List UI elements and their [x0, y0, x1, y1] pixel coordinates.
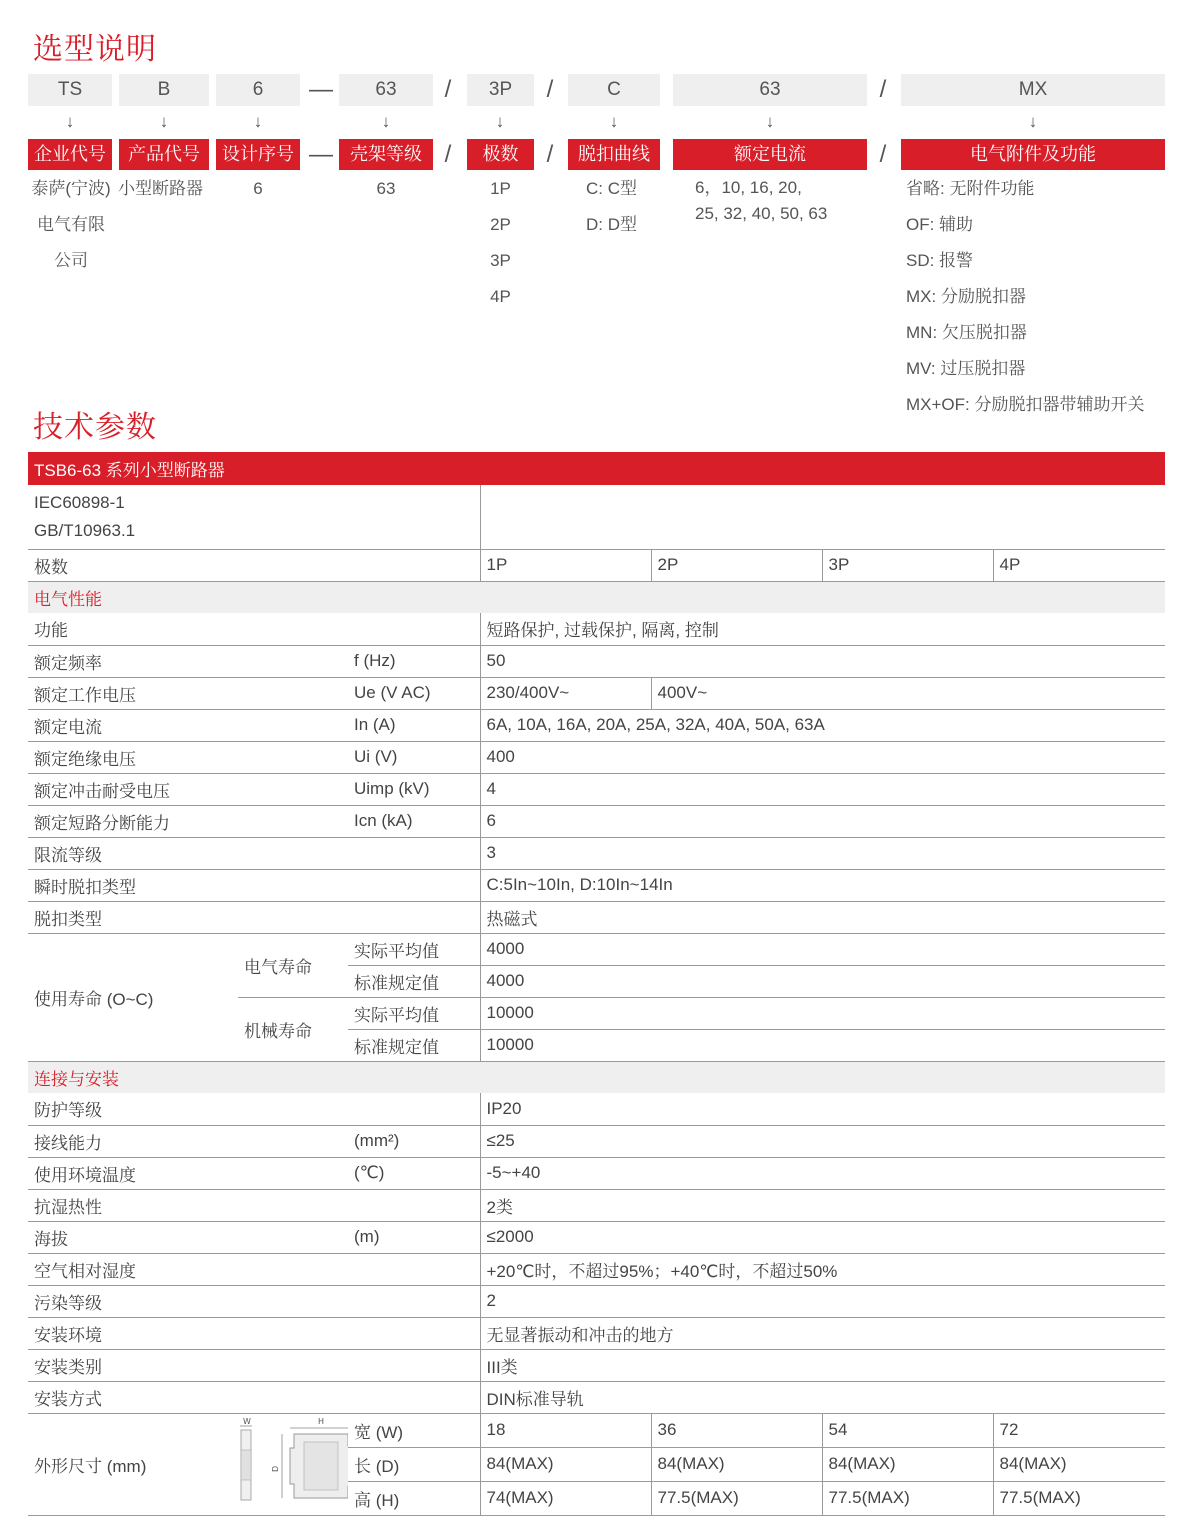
height-cell: 74(MAX) — [480, 1481, 651, 1515]
label-poles: 极数 — [467, 139, 534, 170]
curve-option: C: C型 — [586, 179, 637, 198]
row-label: 接线能力 — [28, 1125, 348, 1157]
row-value: C:5In~10In, D:10In~14In — [480, 869, 1165, 901]
arrow-down-icon: ↓ — [765, 112, 775, 131]
dimension-figure — [238, 1413, 348, 1515]
width-label: 宽 (W) — [348, 1413, 480, 1447]
design-description: 6 — [253, 179, 263, 198]
row-label: 额定短路分断能力 — [28, 805, 348, 837]
label-company-code: 企业代号 — [28, 139, 112, 170]
row-value: ≤2000 — [480, 1221, 1165, 1253]
arrow-down-icon: ↓ — [159, 112, 169, 131]
row-unit: In (A) — [348, 709, 480, 741]
company-description — [28, 171, 114, 279]
length-cell: 84(MAX) — [822, 1447, 993, 1481]
curve-list — [586, 171, 637, 243]
row-value: 10000 — [480, 997, 1165, 1029]
table-row — [28, 869, 1165, 901]
table-row — [28, 805, 1165, 837]
table-row — [28, 613, 1165, 645]
row-unit — [348, 1093, 480, 1125]
label-design-number: 设计序号 — [216, 139, 300, 170]
code-box-curve: C — [568, 74, 660, 106]
life-standard: 标准规定值 — [348, 1029, 480, 1061]
row-value: 400V~ — [651, 677, 1165, 709]
label-product-code: 产品代号 — [119, 139, 209, 170]
company-line: 公司 — [54, 251, 88, 270]
row-value: IP20 — [480, 1093, 1165, 1125]
poles-row — [28, 549, 1165, 581]
height-cell: 77.5(MAX) — [822, 1481, 993, 1515]
accessory-option: MN: 欠压脱扣器 — [906, 323, 1027, 342]
row-unit: Uimp (kV) — [348, 773, 480, 805]
curve-option: D: D型 — [586, 215, 637, 234]
arrow-down-icon: ↓ — [65, 112, 75, 131]
table-row — [28, 933, 1165, 965]
life-actual: 实际平均值 — [348, 933, 480, 965]
slash-separator: / — [879, 141, 887, 168]
row-value: III类 — [480, 1349, 1165, 1381]
row-unit: Ue (V AC) — [348, 677, 480, 709]
row-unit — [348, 1349, 480, 1381]
table-row — [28, 773, 1165, 805]
pole-option: 1P — [490, 179, 511, 198]
table-row — [28, 1317, 1165, 1349]
table-row — [28, 741, 1165, 773]
length-cell: 84(MAX) — [651, 1447, 822, 1481]
row-unit — [348, 613, 480, 645]
standards-cell — [28, 485, 480, 549]
width-cell: 18 — [480, 1413, 651, 1447]
tech-title: 技术参数 — [33, 410, 157, 445]
length-label: 长 (D) — [348, 1447, 480, 1481]
row-value: ≤25 — [480, 1125, 1165, 1157]
row-value: 6A, 10A, 16A, 20A, 25A, 32A, 40A, 50A, 63A — [480, 709, 1165, 741]
life-actual: 实际平均值 — [348, 997, 480, 1029]
table-row — [28, 1189, 1165, 1221]
current-line: 25, 32, 40, 50, 63 — [695, 204, 828, 223]
dimension-label: 外形尺寸 (mm) — [28, 1413, 238, 1515]
slash-separator: / — [546, 76, 554, 103]
pole-option: 4P — [490, 287, 511, 306]
arrow-down-icon: ↓ — [495, 112, 505, 131]
dash-separator: — — [309, 141, 333, 168]
length-cell: 84(MAX) — [993, 1447, 1165, 1481]
current-line: 6，10, 16, 20, — [695, 178, 802, 197]
row-unit: (mm²) — [348, 1125, 480, 1157]
tech-table — [28, 452, 1165, 1516]
slash-separator: / — [879, 76, 887, 103]
table-row — [28, 1157, 1165, 1189]
table-row — [28, 1413, 1165, 1447]
arrow-down-icon: ↓ — [381, 112, 391, 131]
breaker-outline-icon — [238, 1414, 348, 1510]
dash-separator: — — [309, 76, 333, 103]
row-label: 安装环境 — [28, 1317, 348, 1349]
accessory-option: OF: 辅助 — [906, 215, 974, 234]
standard-item: GB/T10963.1 — [34, 520, 136, 540]
row-label: 极数 — [28, 549, 480, 581]
arrow-down-icon: ↓ — [253, 112, 263, 131]
fig-w-label: W — [243, 1416, 251, 1426]
selection-title: 选型说明 — [33, 32, 157, 67]
table-row — [28, 837, 1165, 869]
row-label: 海拔 — [28, 1221, 348, 1253]
row-value: 3 — [480, 837, 1165, 869]
height-cell: 77.5(MAX) — [651, 1481, 822, 1515]
row-label: 污染等级 — [28, 1285, 348, 1317]
row-value: 6 — [480, 805, 1165, 837]
row-value: 短路保护, 过载保护, 隔离, 控制 — [480, 613, 1165, 645]
length-cell: 84(MAX) — [480, 1447, 651, 1481]
accessory-option: MX+OF: 分励脱扣器带辅助开关 — [906, 395, 1145, 414]
label-trip-curve: 脱扣曲线 — [568, 139, 660, 170]
row-label: 功能 — [28, 613, 348, 645]
poles-list — [467, 171, 534, 315]
table-title-row — [28, 452, 1165, 485]
row-unit — [348, 869, 480, 901]
standard-item: IEC60898-1 — [34, 492, 125, 512]
row-unit: f (Hz) — [348, 645, 480, 677]
life-mechanical: 机械寿命 — [238, 997, 348, 1061]
table-row — [28, 1221, 1165, 1253]
accessory-option: 省略: 无附件功能 — [906, 179, 1035, 198]
width-cell: 72 — [993, 1413, 1165, 1447]
row-label: 抗湿热性 — [28, 1189, 348, 1221]
row-label: 瞬时脱扣类型 — [28, 869, 348, 901]
label-rated-current: 额定电流 — [673, 139, 867, 170]
fig-d-label: D — [271, 1465, 280, 1472]
table-row — [28, 709, 1165, 741]
pole-cell: 1P — [480, 549, 651, 581]
code-box-design: 6 — [216, 74, 300, 106]
table-row — [28, 1285, 1165, 1317]
row-label: 额定频率 — [28, 645, 348, 677]
row-unit: Ui (V) — [348, 741, 480, 773]
row-value: 2类 — [480, 1189, 1165, 1221]
row-label: 安装方式 — [28, 1381, 348, 1413]
row-value: 无显著振动和冲击的地方 — [480, 1317, 1165, 1349]
code-box-product: B — [119, 74, 209, 106]
code-box-accessory: MX — [901, 74, 1165, 106]
row-unit: (℃) — [348, 1157, 480, 1189]
row-label: 安装类别 — [28, 1349, 348, 1381]
table-row — [28, 1093, 1165, 1125]
row-unit — [348, 1285, 480, 1317]
accessory-option: SD: 报警 — [906, 251, 974, 270]
row-value: +20℃时，不超过95%；+40℃时，不超过50% — [480, 1253, 1165, 1285]
row-unit — [348, 1253, 480, 1285]
row-value: 230/400V~ — [480, 677, 651, 709]
row-unit — [348, 1381, 480, 1413]
pole-option: 2P — [490, 215, 511, 234]
pole-cell: 4P — [993, 549, 1165, 581]
table-row — [28, 1349, 1165, 1381]
company-line: 电气有限 — [37, 215, 105, 234]
life-label: 使用寿命 (O~C) — [28, 933, 238, 1061]
table-row — [28, 645, 1165, 677]
table-title: TSB6-63 系列小型断路器 — [28, 452, 1165, 485]
row-value: 4 — [480, 773, 1165, 805]
row-label: 脱扣类型 — [28, 901, 348, 933]
label-accessories: 电气附件及功能 — [901, 139, 1165, 170]
row-label: 额定绝缘电压 — [28, 741, 348, 773]
row-unit — [348, 901, 480, 933]
pole-cell: 3P — [822, 549, 993, 581]
row-label: 额定冲击耐受电压 — [28, 773, 348, 805]
row-unit — [348, 1189, 480, 1221]
row-label: 额定电流 — [28, 709, 348, 741]
width-cell: 36 — [651, 1413, 822, 1447]
pole-option: 3P — [490, 251, 511, 270]
code-box-poles: 3P — [467, 74, 534, 106]
row-value: 10000 — [480, 1029, 1165, 1061]
row-value: 50 — [480, 645, 1165, 677]
section-electrical: 电气性能 — [28, 581, 1165, 613]
table-row — [28, 1381, 1165, 1413]
standards-blank — [480, 485, 1165, 549]
pole-cell: 2P — [651, 549, 822, 581]
slash-separator: / — [444, 76, 452, 103]
frame-description: 63 — [376, 179, 396, 198]
row-value: 400 — [480, 741, 1165, 773]
row-label: 空气相对湿度 — [28, 1253, 348, 1285]
row-label: 防护等级 — [28, 1093, 348, 1125]
product-description: 小型断路器 — [118, 179, 203, 198]
row-value: -5~+40 — [480, 1157, 1165, 1189]
table-row — [28, 1125, 1165, 1157]
standards-row — [28, 485, 1165, 549]
section-row — [28, 1061, 1165, 1093]
current-list — [695, 175, 827, 227]
height-label: 高 (H) — [348, 1481, 480, 1515]
row-value: 2 — [480, 1285, 1165, 1317]
section-row — [28, 581, 1165, 613]
code-box-current: 63 — [673, 74, 867, 106]
fig-h-label: H — [318, 1416, 325, 1426]
row-unit: Icn (kA) — [348, 805, 480, 837]
row-unit: (m) — [348, 1221, 480, 1253]
life-standard: 标准规定值 — [348, 965, 480, 997]
arrow-down-icon: ↓ — [609, 112, 619, 131]
slash-separator: / — [546, 141, 554, 168]
row-value: 4000 — [480, 965, 1165, 997]
row-label: 限流等级 — [28, 837, 348, 869]
row-unit — [348, 837, 480, 869]
table-row — [28, 677, 1165, 709]
slash-separator: / — [444, 141, 452, 168]
row-value: 热磁式 — [480, 901, 1165, 933]
accessory-option: MX: 分励脱扣器 — [906, 287, 1026, 306]
table-row — [28, 901, 1165, 933]
accessory-list — [906, 171, 1144, 423]
width-cell: 54 — [822, 1413, 993, 1447]
label-frame-level: 壳架等级 — [339, 139, 433, 170]
row-label: 额定工作电压 — [28, 677, 348, 709]
table-row — [28, 1253, 1165, 1285]
code-box-frame: 63 — [339, 74, 433, 106]
life-electrical: 电气寿命 — [238, 933, 348, 997]
row-label: 使用环境温度 — [28, 1157, 348, 1189]
section-install: 连接与安装 — [28, 1061, 1165, 1093]
row-value: DIN标准导轨 — [480, 1381, 1165, 1413]
height-cell: 77.5(MAX) — [993, 1481, 1165, 1515]
code-box-company: TS — [28, 74, 112, 106]
row-unit — [348, 1317, 480, 1349]
arrow-down-icon: ↓ — [1028, 112, 1038, 131]
company-line: 泰萨(宁波) — [31, 179, 111, 198]
row-value: 4000 — [480, 933, 1165, 965]
accessory-option: MV: 过压脱扣器 — [906, 359, 1026, 378]
